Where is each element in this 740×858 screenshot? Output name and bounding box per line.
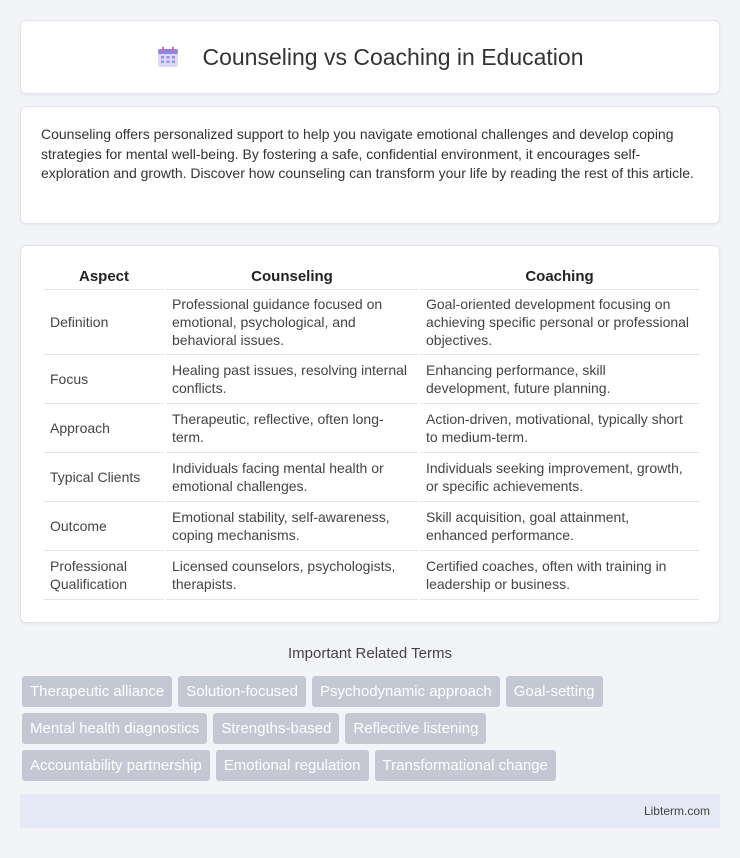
table-row (44, 355, 699, 404)
tag-mental-health-diagnostics[interactable]: Mental health diagnostics (22, 713, 207, 744)
row-aspect: Typical Clients (44, 453, 164, 502)
table-row (44, 404, 699, 453)
row-coaching: Certified coaches, often with training in leadership or business. (420, 551, 699, 600)
table-row (44, 551, 699, 600)
row-counseling: Therapeutic, reflective, often long-term. (166, 404, 418, 453)
row-coaching: Action-driven, motivational, typically short to medium-term. (420, 404, 699, 453)
row-aspect: Professional Qualification (44, 551, 164, 600)
tag-emotional-regulation[interactable]: Emotional regulation (216, 750, 369, 781)
related-terms-tags (22, 676, 722, 787)
header-coaching: Coaching (420, 264, 699, 290)
tag-strengths-based[interactable]: Strengths-based (213, 713, 339, 744)
row-counseling: Professional guidance focused on emotional, psychological, and behavioral issues. (166, 290, 418, 355)
table-row (44, 502, 699, 551)
row-coaching: Individuals seeking improvement, growth, or specific achievements. (420, 453, 699, 502)
tag-therapeutic-alliance[interactable]: Therapeutic alliance (22, 676, 172, 707)
page-title: Counseling vs Coaching in Education (202, 43, 584, 70)
tag-psychodynamic-approach[interactable]: Psychodynamic approach (312, 676, 500, 707)
footer (20, 794, 720, 828)
tag-transformational-change[interactable]: Transformational change (375, 750, 556, 781)
intro-text: Counseling offers personalized support to help you navigate emotional challenges and develop coping strategies for mental well-being. By fostering a safe, confidential environment, it encourages self-exploration and growth. Discover how counseling can transform your life by reading the rest of this article. (41, 126, 694, 181)
comparison-table (42, 264, 701, 600)
tag-accountability-partnership[interactable]: Accountability partnership (22, 750, 210, 781)
row-aspect: Definition (44, 290, 164, 355)
tag-solution-focused[interactable]: Solution-focused (178, 676, 306, 707)
row-counseling: Individuals facing mental health or emotional challenges. (166, 453, 418, 502)
calendar-icon (156, 45, 180, 69)
tag-reflective-listening[interactable]: Reflective listening (345, 713, 486, 744)
table-row (44, 453, 699, 502)
row-counseling: Emotional stability, self-awareness, coping mechanisms. (166, 502, 418, 551)
comparison-table-card (20, 245, 720, 623)
footer-brand[interactable]: Libterm.com (643, 804, 710, 818)
related-terms-title: Important Related Terms (288, 645, 452, 662)
row-aspect: Outcome (44, 502, 164, 551)
row-counseling: Healing past issues, resolving internal conflicts. (166, 355, 418, 404)
title-card (20, 20, 720, 94)
row-aspect: Approach (44, 404, 164, 453)
intro-card (20, 106, 720, 224)
row-aspect: Focus (44, 355, 164, 404)
table-row (44, 290, 699, 355)
row-coaching: Skill acquisition, goal attainment, enhanced performance. (420, 502, 699, 551)
row-counseling: Licensed counselors, psychologists, therapists. (166, 551, 418, 600)
row-coaching: Enhancing performance, skill development, future planning. (420, 355, 699, 404)
table-header-row (44, 264, 699, 290)
tag-goal-setting[interactable]: Goal-setting (506, 676, 603, 707)
header-aspect: Aspect (44, 264, 164, 290)
header-counseling: Counseling (166, 264, 418, 290)
row-coaching: Goal-oriented development focusing on achieving specific personal or professional objectives. (420, 290, 699, 355)
